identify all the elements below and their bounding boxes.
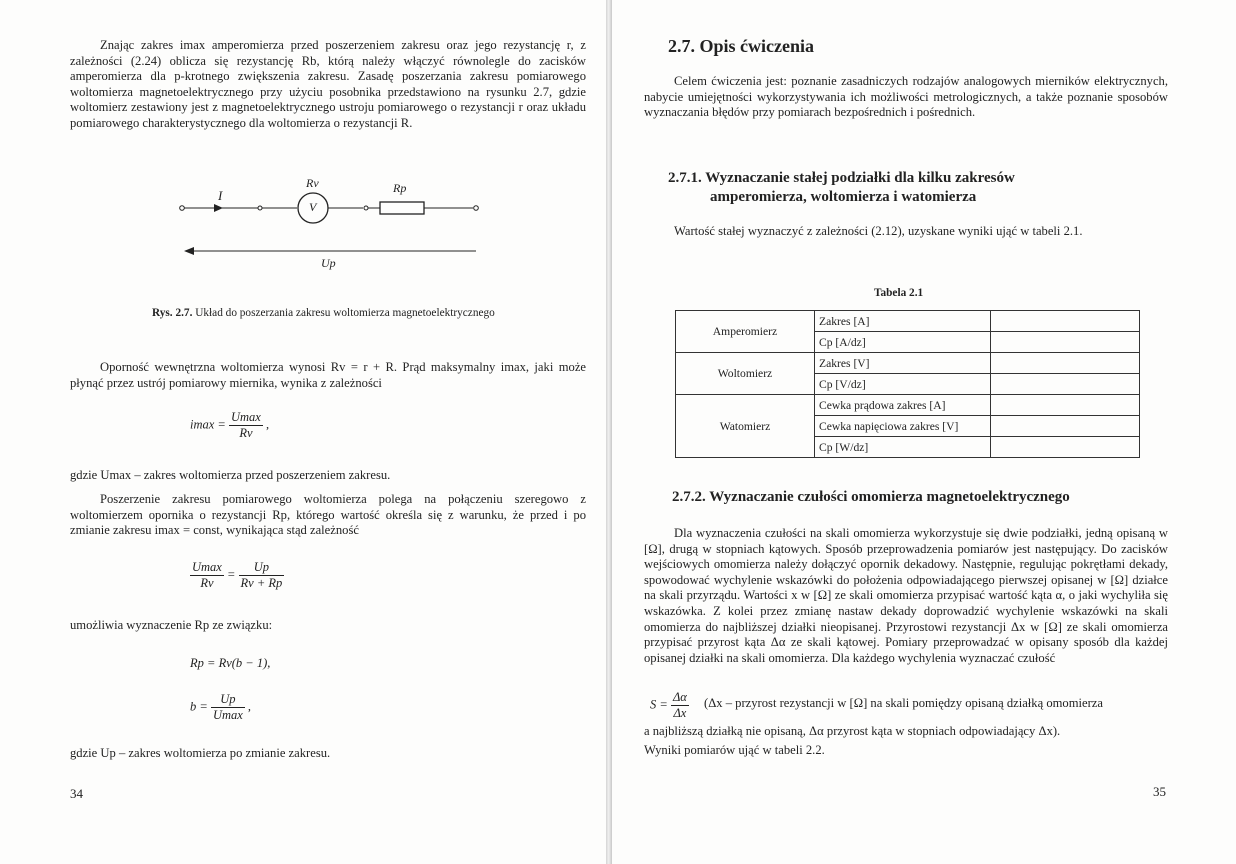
equation-rp: Rp = Rv(b − 1), <box>190 656 271 670</box>
table-value-cell <box>991 437 1140 458</box>
where-up: gdzie Up – zakres woltomierza po zmianie zakresu. <box>70 746 331 760</box>
eq4-denominator: Umax <box>212 708 243 722</box>
intro-paragraph: Znając zakres imax amperomierza przed poszerzeniem zakresu oraz jego rezystancję r, z zależności (2.24) oblicza się rezystancję Rb, którą należy włączyć równolegle do zacisków amperomierza dla p-krotnego zwiększenia zakresu. Zasadę poszerzania zakresu pomiarowego woltomierza magnetoelektrycznego przy użyciu posobnika przedstawiono na rysunku 2.7, gdzie woltomierz zestawiony jest z magnetoelektrycznego ustroju pomiarowego o rezystancji r oraz układu pomiarowego charakterystycznego dla woltomierza o rezystancji R. <box>70 38 586 130</box>
sens-fraction <box>671 690 689 721</box>
table-value-cell <box>991 395 1140 416</box>
table-2-1 <box>675 310 1140 458</box>
eq2-equals: = <box>226 567 236 582</box>
eq2-fraction-right <box>239 560 285 591</box>
table-group-label: Watomierz <box>676 395 815 458</box>
enable-paragraph: umożliwia wyznaczenie Rp ze związku: <box>70 618 273 632</box>
figure-caption <box>152 307 495 319</box>
eq1-fraction <box>229 410 263 441</box>
terminal-left <box>180 206 185 211</box>
terminal-right <box>474 206 479 211</box>
eq4-numerator: Up <box>211 692 245 708</box>
where-umax: gdzie Umax – zakres woltomierza przed poszerzeniem zakresu. <box>70 468 391 482</box>
subsection-2-title: 2.7.2. Wyznaczanie czułości omomierza magnetoelektrycznego <box>672 489 1070 505</box>
table-row <box>676 311 1140 332</box>
table-value-cell <box>991 374 1140 395</box>
page-number-right: 35 <box>1153 784 1166 799</box>
sens-numerator: Δα <box>672 690 687 704</box>
table-value-cell <box>991 311 1140 332</box>
subsection-1-title-line1: 2.7.1. Wyznaczanie stałej podziałki dla kilku zakresów <box>668 170 1015 186</box>
eq4-lhs: b = <box>190 699 208 714</box>
table-row-label: Cp [V/dz] <box>815 374 991 395</box>
eq1-denominator: Rv <box>239 426 253 440</box>
table-group-label: Amperomierz <box>676 311 815 353</box>
node-after-meter <box>364 206 368 210</box>
equation-ratio <box>190 560 284 591</box>
meter-symbol: V <box>309 200 317 214</box>
table-row-label: Cp [W/dz] <box>815 437 991 458</box>
current-arrow <box>214 204 223 212</box>
extension-paragraph: Poszerzenie zakresu pomiarowego woltomierza polega na połączeniu szeregowo z woltomierzem opornika o rezystancji Rp, którego wartość określa się z warunku, że przed i po zmianie zakresu imax = const, wynikająca stąd zależność <box>70 492 586 538</box>
sensitivity-description-line2: a najbliższą działką nie opisaną, Δα przyrost kąta w stopniach odpowiadający Δx). <box>644 724 1061 738</box>
table-row-label: Zakres [V] <box>815 353 991 374</box>
section-title: 2.7. Opis ćwiczenia <box>668 36 814 56</box>
resistor-rp <box>380 202 424 214</box>
left-page <box>0 0 606 864</box>
table-value-cell <box>991 332 1140 353</box>
voltage-label: Up <box>321 256 336 270</box>
sensitivity-description-line1: (Δx – przyrost rezystancji w [Ω] na skali pomiędzy opisaną działką omomierza <box>704 696 1103 710</box>
table-value-cell <box>991 353 1140 374</box>
table-row-label: Cp [A/dz] <box>815 332 991 353</box>
page-number-left: 34 <box>70 786 83 801</box>
eq4-fraction <box>211 692 245 723</box>
table-row-label: Cewka napięciowa zakres [V] <box>815 416 991 437</box>
equation-b <box>190 692 251 723</box>
resistor-label: Rp <box>393 181 407 195</box>
figure-caption-number: Rys. 2.7. <box>152 307 193 319</box>
eq1-numerator: Umax <box>230 410 261 424</box>
resistance-paragraph: Oporność wewnętrzna woltomierza wynosi Rv = r + R. Prąd maksymalny imax, jaki może płynąć przez ustrój pomiarowy miernika, wynika z zależności <box>70 360 586 390</box>
table-group-label: Woltomierz <box>676 353 815 395</box>
meter-label: Rv <box>306 176 319 190</box>
table-caption: Tabela 2.1 <box>874 287 924 299</box>
eq2-den-right: Rv + Rp <box>240 576 283 590</box>
table-row <box>676 395 1140 416</box>
table-value-cell <box>991 416 1140 437</box>
figure-caption-text: Układ do poszerzania zakresu woltomierza magnetoelektrycznego <box>195 307 495 319</box>
equation-sensitivity <box>650 690 689 721</box>
equation-imax <box>190 410 269 441</box>
subsection-1-title-line2: amperomierza, woltomierza i watomierza <box>710 189 977 205</box>
section-intro: Celem ćwiczenia jest: poznanie zasadniczych rodzajów analogowych mierników elektrycznych, nabycie umiejętności wykorzystywania ich możliwości metrologicznych, a także poznanie sposobów wyznaczania błędów przy pomiarach bezpośrednich i pośrednich. <box>644 74 1168 120</box>
sens-denominator: Δx <box>673 706 687 720</box>
subsection-1-text: Wartość stałej wyznaczyć z zależności (2.12), uzyskane wyniki ująć w tabeli 2.1. <box>674 224 1083 238</box>
results-note: Wyniki pomiarów ująć w tabeli 2.2. <box>644 743 825 757</box>
sens-lhs: S = <box>650 697 668 712</box>
eq2-den-left: Rv <box>200 576 214 590</box>
subsection-2-text: Dla wyznaczenia czułości na skali omomierza wykorzystuje się dwie podziałki, jedną opisaną w [Ω], drugą w stopniach kątowych. Sposób przeprowadzenia pomiarów jest następujący. Do zacisków wejściowych omomierza należy dołączyć opornik dekadowy. Następnie, regulując pokrętłami dekady, spowodować wychylenie wskazówki do położenia odpowiadającego pierwszej opisanej w [Ω] działce na skali przyrządu. Wartości x w [Ω] ze skali omomierza przypisać wartość kąta α, o jaki wychyliła się wskazówka. Z kolei przez zmianę nastaw dekady doprowadzić wychylenie wskazówki na skali omomierza do najbliższej działki nieopisanej. Przyrostowi rezystancji Δx w [Ω] ze skali omomierza przypisać przyrost kąta Δα ze skali kątowej. Pomiary przeprowadzać w opisany sposób dla każdej opisanej działki na skali omomierza. Dla każdego wychylenia wyznaczać czułość <box>644 526 1168 665</box>
eq2-num-left: Umax <box>192 560 222 574</box>
eq4-tail: , <box>247 699 252 714</box>
table-row-label: Cewka prądowa zakres [A] <box>815 395 991 416</box>
table-row <box>676 353 1140 374</box>
right-page <box>612 0 1236 864</box>
eq2-fraction-left <box>190 560 224 591</box>
eq1-lhs: imax = <box>190 417 226 432</box>
node-before-meter <box>258 206 262 210</box>
eq1-tail: , <box>265 417 270 432</box>
table-row-label: Zakres [A] <box>815 311 991 332</box>
current-label: I <box>218 188 223 203</box>
eq2-num-right: Up <box>239 560 285 576</box>
voltage-arrowhead <box>184 247 194 255</box>
